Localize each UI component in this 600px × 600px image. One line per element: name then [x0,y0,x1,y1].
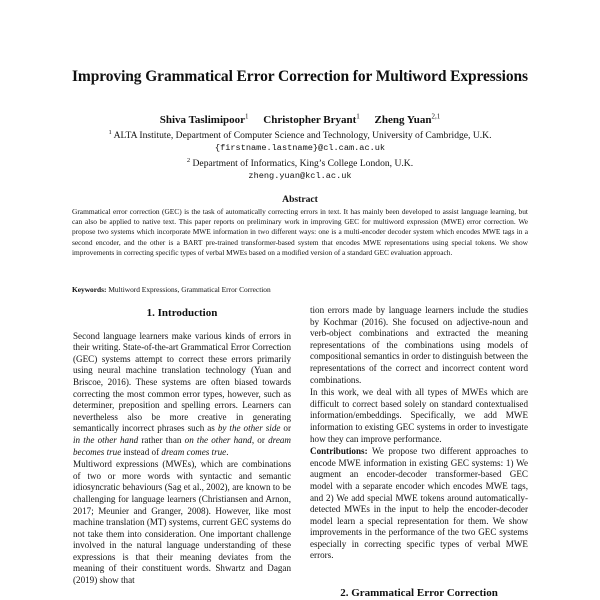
affiliation-1: $^1$ ALTA Institute, Department of Computer Science and Technology, University of Cambridge, U.K. [108,129,492,142]
abstract-heading: Abstract [282,194,318,205]
affiliation-2: $^2$ Department of Informatics, King’s College London, U.K. [186,157,414,170]
section-heading-gec: 2. Grammatical Error Correction [340,587,498,599]
paper-title: Improving Grammatical Error Correction for Multiword Expressions [72,68,528,85]
paragraph: tion errors made by language learners include the studies by Kochmar (2016). She focused on adjective-noun and verb-object combinations and extracted the meaning representations of the combinations using models of compositional semantics in order to distinguish between the representations of the correct and incorrect content word combinations. [310,305,528,385]
email-1: {firstname.lastname}@cl.cam.ac.uk [214,143,386,153]
paragraph: In this work, we deal with all types of MWEs which are difficult to correct based solely on standard contextualised information/embeddings. Specifically, we add MWE information to existing GEC systems in order to investigate how they can improve performance. [310,387,528,444]
paragraph: Second language learners make various kinds of errors in their writing. State-of-the-art Grammatical Error Correction (GEC) systems attempt to correct these errors primarily using neural machine translation technology (Yuan and Briscoe, 2016). These systems are often biased towards correcting the most common error types, however, such as determiner, preposition and spelling errors. Learners can nevertheless also be more creative in generating semantically incorrect phrases such as by the other side or in the other hand rather than on the other hand, or dream becomes true instead of dream comes true. [73,330,292,457]
right-column [310,305,528,562]
paragraph: Contributions: We propose two different approaches to encode MWE information in existing GEC systems: 1) We augment an encoder-decoder transformer-based GEC model with a separate encoder which encodes MWE tags, and 2) We add special MWE tokens around automatically-detected MWEs in the input to help the encoder-decoder model learn a special representation for them. We show improvements in the performance of the two GEC systems especially in correcting specific types of verbal MWE errors. [310,446,528,561]
paragraph: Multiword expressions (MWEs), which are combinations of two or more words with syntactic and semantic idiosyncratic behaviours (Sag et al., 2002), are known to be challenging for language learners (Christiansen and Arnon, 2017; Meunier and Granger, 2008). However, like most machine translation (MT) systems, current GEC systems do not take them into consideration. One important challenge involved in the natural language understanding of these expressions is that their meaning deviates from the meaning of their constituent words. Shwartz and Dagan (2019) show that [73,459,291,586]
author: Christopher Bryant$^1$ [263,112,360,126]
keywords-line: Keywords: Multiword Expressions, Grammatical Error Correction [72,285,271,294]
author: Zheng Yuan$^{2,1}$ [374,112,441,126]
section-heading-introduction: 1. Introduction [146,307,218,319]
abstract-text: Grammatical error correction (GEC) is the task of automatically correcting errors in text. It has mainly been developed to assist language learning, but can also be applied to native text. This paper reports on preliminary work in improving GEC for multiword expression (MWE) error correction. We propose two systems which incorporate MWE information in two different ways: one is a multi-encoder decoder system which encodes MWE tags in a second encoder, and the other is a BART pre-trained transformer-based system that encodes MWE representations using special tokens. We show improvements in correcting specific types of verbal MWEs based on a modified version of a standard GEC evaluation approach. [72,207,528,257]
author: Shiva Taslimipoor$^1$ [159,112,249,126]
author-list [0,112,600,126]
email-2: zheng.yuan@kcl.ac.uk [248,171,352,181]
left-column [73,308,291,587]
